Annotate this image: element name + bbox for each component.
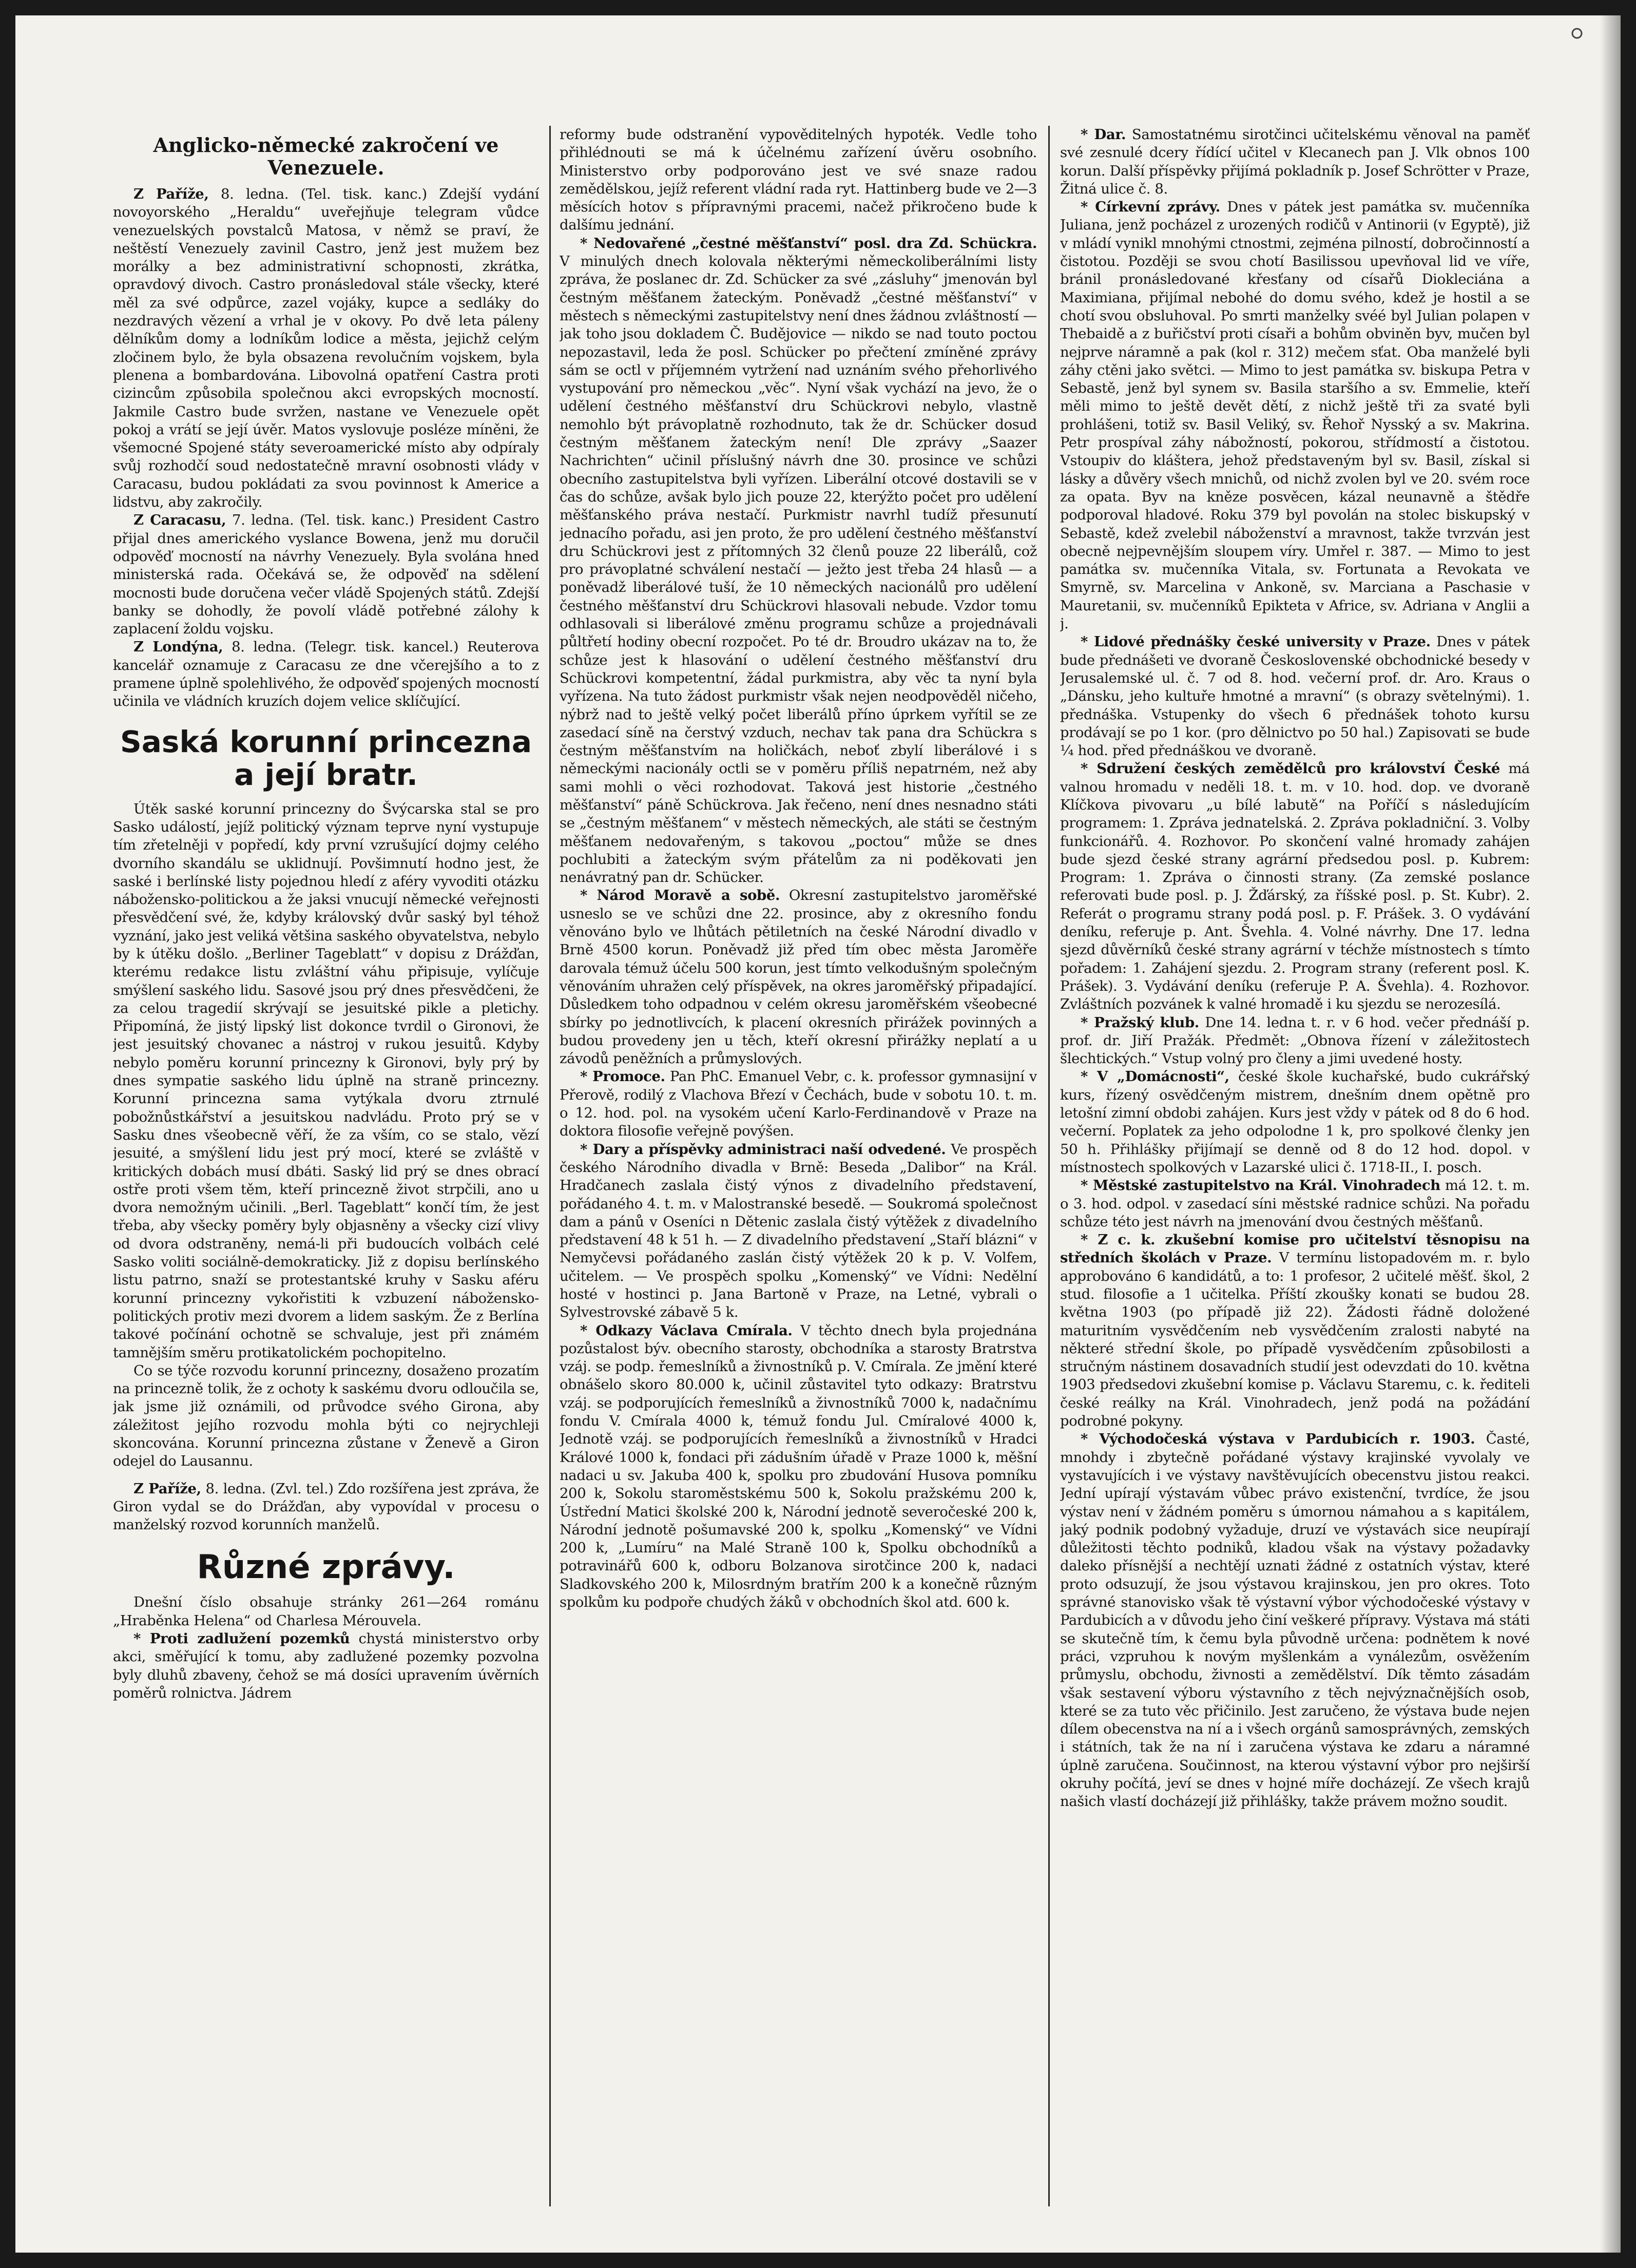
article-paragraph: * Z c. k. zkušební komise pro učitelství těsnopisu na středních školách v Praze. V termínu listopadovém m. r. bylo approbováno 6 kandidátů, a to: 1 profesor, 2 učitelé měšť. škol, 2 stud. filosofie a 1 učitelka. Příští zkoušky konati se budou 28. května 1903 (po případě již 22). Žádosti řádně doložené maturitním vysvědčením neb vysvědčením zralosti nabyté na některé střední škole, po případě vysvědčením způsobilosti a stručným nástinem dosavadních studií jest odevzdati do 10. května 1903 předsedovi zkušební komise p. Václavu Staremu, c. k. řediteli české reálky na Král. Vinohradech, jenž podá na požádání podrobné pokyny. — [1060, 1232, 1530, 1430]
newspaper-page — [15, 15, 1621, 2253]
item-title: * Církevní zprávy. — [1081, 199, 1220, 216]
section-headline: Různé zprávy. — [197, 1548, 455, 1587]
article-paragraph: * Promoce. Pan PhC. Emanuel Vebr, c. k. professor gymnasijní v Přerově, rodilý z Vlachova Březí v Čechách, bude v sobotu 10. t. m. o 12. hod. pol. na vysokém učení Karlo-Ferdinandově v Praze na doktora filosofie veřejně povýšen. — [560, 1068, 1037, 1140]
item-title: * Národ Moravě a sobě. — [580, 887, 780, 904]
dateline: Z Londýna, — [133, 639, 223, 656]
article-paragraph: * Církevní zprávy. Dnes v pátek jest památka sv. mučenníka Juliana, jenž pocházel z urozených rodičů v Antinorii (v Egyptě), již v mládí vynikl mnohými ctnostmi, zejména pilností, dobročinností a čistotou. Později se svou chotí Basilissou upevňoval lid ve víře, bránil pronásledované křesťany od císařů Diokleciána a Maximiana, přijímal nebohé do domu svého, kdež je hostil a se chotí svou obsluhoval. Po smrti manželky svéé byl Julian polapen v Thebaidě a z buřičství proti císaři a bohům obviněn byv, mučen byl nejprve náramně a pak (kol r. 312) mečem sťat. Oba manželé byli záhy ctěni jako světci. — Mimo to jest památka sv. biskupa Petra v Sebastě, jenž byl synem sv. Basila staršího a sv. Emmelie, kteří měli mimo to ještě devět dětí, z nichž ještě tři za svaté byli prohlášeni, totiž sv. Basil Veliký, sv. Řehoř Nysský a sv. Makrina. Petr prospíval záhy nábožností, pokorou, střídmostí a čistotou. Vstoupiv do kláštera, jehož představeným byl sv. Basil, získal si lásky a důvěry všech mnichů, od nichž zvolen byl ve 20. svém roce za opata. Byv na kněze posvěcen, kázal neunavně a štědře podporoval hladové. Roku 379 byl povolán na stolec biskupský v Sebastě, kdež zvelebil náboženství a mravnost, takže tvrzván jest obecně nejpevnějším sloupem víry. Umřel r. 387. — Mimo to jest památka sv. mučenníka Vitala, sv. Fortunata a Revokata ve Smyrně, sv. Marcelina v Ankoně, sv. Marciana a Paschasie v Mauretanii, sv. mučenníků Epikteta v Africe, sv. Adriana v Anglii a j. — [1060, 199, 1530, 632]
article-paragraph: * Národ Moravě a sobě. Okresní zastupitelstvo jaroměřské usneslo se ve schůzi dne 22. prosince, aby z okresního fondu věnováno bylo ve lhůtách pětiletních na české Národní divadlo v Brně 4500 korun. Poněvadž již před tím obec města Jaroměře darovala témuž účelu 500 korun, jest tímto velkodušným společným věnováním uhražen celý příspěvek, na okres jaroměřský připadající. Důsledkem toho odpadnou v celém okresu jaroměřském všeobecné sbírky po jednotlivcích, k placení okresních přirážek povinných a budou provedeny jen u těch, kteří okresní přirážky neplatí a u závodů peněžních a průmyslových. — [560, 887, 1037, 1067]
article-paragraph: * Dar. Samostatnému sirotčinci učitelskému věnoval na paměť své zesnulé dcery řídící učitel v Klecanech pan J. Vlk obnos 100 korun. Další příspěvky přijímá pokladník p. Josef Schrötter v Praze, Žitná ulice č. 8. — [1060, 126, 1530, 197]
article-paragraph: * Dary a příspěvky administraci naší odvedené. Ve prospěch českého Národního divadla v Brně: Beseda „Dalibor“ na Král. Hradčanech zaslala čistý výnos z divadelního představení, pořádaného 4. t. m. v Malostranské besedě. — Soukromá společnost dam a pánů v Oseníci n Dětenic zaslala čistý výtěžek z divadelního představení 48 k 51 h. — Z divadelního představení „Staří blázni“ v Nemyčevsi pořádaného zaslán čistý výtěžek 20 k p. V. Volfem, učitelem. — Ve prospěch spolku „Komenský“ ve Vídni: Nedělní hosté v hostinci p. Jana Bartoně v Praze, na Letné, vybrali o Sylvestrovské zábavě 5 k. — [560, 1141, 1037, 1321]
scan-shadow — [1600, 15, 1621, 2253]
article-paragraph: Dnešní číslo obsahuje stránky 261—264 románu „Hraběnka Helena“ od Charlesa Mérouvela. — [113, 1594, 539, 1629]
article-headline: Saská korunní princezna a její bratr. — [120, 724, 532, 792]
article-paragraph: * Proti zadlužení pozemků chystá ministerstvo orby akci, směřující k tomu, aby zadlužené pozemky pozvolna byly dluhů zbaveny, čehož se má dosíci upravením úvěrních poměrů rolnictva. Jádrem — [113, 1630, 539, 1701]
article-paragraph: Z Paříže, 8. ledna. (Zvl. tel.) Zdo rozšířena jest zpráva, že Giron vydal se do Drážďan, aby vypovídal v procesu o manželský rozvod korunních manželů. — [113, 1480, 539, 1533]
article-paragraph: Útěk saské korunní princezny do Švýcarska stal se pro Sasko událostí, jejíž politický význam teprve nyní vystupuje tím zřetelněji v popředí, kdy první vzrušující dojmy celého dvorního skandálu se uklidnují. Povšimnutí hodno jest, že saské i berlínské listy pojednou hledí z aféry vyvoditi otázku nábožensko-politickou a že jaksi vnucují německé veřejnosti přesvědčení své, že, kdyby královský dvůr saský byl téhož vyznání, jako jest veliká většina saského obyvatelstva, nebylo by k útěku došlo. „Berliner Tageblatt“ v dopisu z Drážďan, kterému redakce listu zvláštní váhu připisuje, vylíčuje smýšlení saského lidu. Sasové jsou prý dnes přesvědčeni, že za celou tragedií skrývají se jesuitské pikle a pletichy. Připomíná, že jistý lipský list dokonce tvrdil o Gironovi, že jest jesuitský chovanec a nástroj v rukou jesuitů. Kdyby nebylo poměru korunní princezny k Gironovi, byly prý by dnes sympatie saského lidu úplně na straně princezny. Korunní princezna sama vytýkala dvoru ztrnulé pobožnůstkářství a jesuitskou nadvládu. Proto prý se v Sasku dnes všeobecně věří, že za vším, co se stalo, vězí jesuité, a smýšlení lidu jest prý mocí, které se zvláště v kritických dobách musí dbáti. Saský lid prý se dnes obrací ostře proti všem těm, kteří princezně život strpčili, ano u dvora nemožným učinili. „Berl. Tageblatt“ končí tím, že jest třeba, aby všecky poměry byly objasněny a všecky cizí vlivy od dvora odstraněny, nemá-li při budoucích volbách celé Sasko voliti sociálně-demokraticky. Již z dopisu berlínského listu patrno, snaží se protestantské kruhy v Sasku aféru korunní princezny vykořistiti k vzbuzení nábožensko-politických protiv mezi dvorem a lidem saským. Že z Berlína takové počínání ochotně se schvaluje, jest při známém tamnějším směru protikatolickém pochopitelno. — [113, 800, 539, 1361]
article-paragraph: * Pražský klub. Dne 14. ledna t. r. v 6 hod. večer přednáší p. prof. dr. Jiří Pražák. Předmět: „Obnova řízení v záležitostech šlechtických.“ Vstup volný pro členy a jimi uvedené hosty. — [1060, 1014, 1530, 1067]
column-divider — [549, 126, 551, 2206]
item-title: * V „Domácnosti“, — [1081, 1068, 1229, 1085]
item-title: * Odkazy Václava Cmírala. — [580, 1322, 793, 1339]
item-title: * Sdružení českých zemědělců pro království České — [1081, 760, 1500, 777]
item-title: * Lidové přednášky české university v Praze. — [1081, 633, 1431, 650]
article-paragraph: Z Paříže, 8. ledna. (Tel. tisk. kanc.) Zdejší vydání novoyorského „Heraldu“ uveřejňuje telegram vůdce venezuelských povstalců Matosa, v němž se praví, že neštěstí Venezuely zavinil Castro, jenž jest mužem bez morálky a bez administrativní schopnosti, zkrátka, opravdový divoch. Castro pronásledoval stále všecky, které měl za své odpůrce, zazel vojáky, kupce a sedláky do nezdravých vězení a vrhal je v okovy. Po dvě leta páleny dělníkům domy a lodníkům lodice a města, jejichž celým zločinem bylo, že byla obsazena revolučním vojskem, byla plenena a bombardována. Libovolná opatření Castra proti cizincům způsobila společnou akci evropských mocností. Jakmile Castro bude svržen, nastane ve Venezuele opět pokoj a vrátí se její úvěr. Matos vyslovuje posléze míněni, že všemocné Spojené státy severoamerické místo aby odpíraly svůj rozhodčí soud nedostatečně mravní osobnosti vlády v Caracasu, budou pokládati za svou povinnost k Americe a lidstvu, aby zakročily. — [113, 186, 539, 511]
dateline: Z Paříže, — [133, 186, 209, 202]
item-title: * Z c. k. zkušební komise pro učitelství těsnopisu na středních školách v Praze. — [1060, 1232, 1530, 1266]
item-title: * Městské zastupitelstvo na Král. Vinohradech — [1081, 1177, 1440, 1194]
column-right — [1060, 126, 1530, 2212]
dateline: Z Caracasu, — [133, 512, 226, 529]
article-paragraph: * Městské zastupitelstvo na Král. Vinohradech má 12. t. m. o 3. hod. odpol. v zasedací síni městské radnice schůzi. Na pořadu schůze této jest návrh na jmenování dvou čestných měšťanů. — [1060, 1177, 1530, 1230]
item-title: * Promoce. — [580, 1068, 665, 1085]
article-paragraph: * Nedovařené „čestné měšťanství“ posl. dra Zd. Schückra. V minulých dnech kolovala některými německoliberálními listy zpráva, že poslanec dr. Zd. Schücker za své „zásluhy“ jmenován byl čestným měšťanem žateckým. Poněvadž „čestné měšťanství“ v městech s německými zastupitelstvy není dnes žádnou zvláštností — jak toho jsou dokladem Č. Budějovice — nikdo se nad touto poctou nepozastavil, leda že posl. Schücker po přečtení zmíněné zprávy sám se octl v příjemném vytržení nad uznáním svého přehorlivého vystupování pro německou „věc“. Nyní však vychází na jevo, že o udělení čestného měšťanství dru Schückrovi nebylo, vlastně nemohlo být právoplatně rozhodnuto, tak že dr. Schücker dosud čestným měšťanem žateckým není! Dle zprávy „Saazer Nachrichten“ učinil příslušný návrh dne 30. prosince ve schůzi obecního zastupitelstva byli vyřízen. Liberální otcové dostavili se v čas do schůze, avšak bylo jich pouze 22, kterýžto počet pro udělení měšťanského práva nestačí. Purkmistr navrhl tudíž přesunutí jednacího pořadu, asi jen proto, že pro udělení čestného měšťanství dru Schückrovi jest z přítomných 32 členů pouze 22 liberálů, což pro právoplatné schválení nestačí — ježto jest třeba 24 hlasů — a poněvadž liberálové tuší, že 10 německých nacionálů pro udělení čestného měšťanství dru Schückrovi hlasovali nebude. Vzdor tomu odhlasovali si liberálové změnu programu schůze a projednávali půltřetí hodiny obecní rozpočet. Po té dr. Broudro ukázav na to, že schůze jest k hlasování o udělení čestného měšťanství dru Schückrovi kompetentní, žádal purkmistra, aby věc ta nyní byla vyřízena. Na tuto žádost purkmistr však nejen neodpověděl ničeho, nýbrž nad to ještě velký počet liberálů příno úprkem vyřítil se ze zasedací síně na čerstvý vzduch, nechav tak pana dra Schückra s čestným měšťanstvím na holičkách, neboť zbylí liberálové i s německými nacionály octli se v poměru příliš nepatrném, než aby sami mohli o věci rozhodovat. Taková jest historie „čestného měšťanství“ páně Schückrova. Jak řečeno, není dnes nesnadno státi se „čestným měšťanem“ v městech německých, ale státi se čestným měšťanem nedovařeným, s takovou „poctou“ může se dnes pochlubiti a žateckým svým přátelům za ni poděkovati jen nenávratný pan dr. Schücker. — [560, 235, 1037, 886]
item-title: * Pražský klub. — [1081, 1014, 1199, 1031]
article-paragraph: * Východočeská výstava v Pardubicích r. 1903. Časté, mnohdy i zbytečně pořádané výstavy krajinské vyvolaly ve vystavujících i ve výstavy navštěvujících obecenstvu jistou reakci. Jední upírají výstavám vůbec právo existenční, tvrdíce, že jsou výstav není v žádném poměru s úmornou námahou a s kapitálem, jaký podnik podobný vyžaduje, druzí ve výstavách sice neupírají důležitosti těchto podniků, kladou však na výstavy požadavky daleko přísnější a nechtějí uznati žádné z ostatních výstav, které proto odsuzují, že jsou výstavou krajinskou, jen pro okres. Toto správné stanovisko však tě výstavní výbor východočeské výstavy v Pardubicích a v důvodu jeho činí veškeré přípravy. Výstava má státi se skutečně tím, k čemu byla původně určena: podnětem k nové práci, vzpruhou k novým myšlenkám a vynálezům, osvěžením průmyslu, obchodu, živnosti a zemědělství. Dík těmto zásadám však sestavení výboru výstavního z těch nejvýznačnějších osob, které se za tuto věc přičinilo. Jest zaručeno, že výstava bude nejen dílem obecenstva na ní a i všech orgánů samosprávných, zemských i státních, tak že na ní i zaručena výstava ke zdaru a náramné úplně zaručena. Součinnost, na kterou výstavní výbor pro nejširší okruhy počítá, jeví se dnes v hojné míře docházejí. Ze všech krajů našich vlastí docházejí již přihlášky, takže právem možno soudit. — [1060, 1431, 1530, 1810]
article-paragraph: Co se týče rozvodu korunní princezny, dosaženo prozatím na princezně tolik, že z ochoty k saskému dvoru odloučila se, jak jsme již oznámili, od průvodce svého Girona, aby záležitost jejího rozvodu mohla býti co nejrychleji skoncována. Korunní princezna zůstane v Ženevě a Giron odejel do Lausannu. — [113, 1362, 539, 1470]
dateline: Z Paříže, — [133, 1480, 201, 1497]
article-paragraph: reformy bude odstranění vypověditelných hypoték. Vedle toho přihlédnouti se má k účelnému zařízení úvěru osobního. Ministerstvo orby podporováno jest ve své snaze radou zemědělskou, jejíž referent vládní rada ryt. Hattinberg bude ve 2—3 měsících hotov s přípravnými pracemi, načež přikročeno bude k dalšímu jednání. — [560, 126, 1037, 234]
article-paragraph: * V „Domácnosti“, české škole kuchařské, budo cukrářský kurs, řízený osvědčeným mistrem, dnešním dnem opětně pro letošní zimní obdobi zahájen. Kurs jest vždy v pátek od 8 do 6 hod. večerní. Poplatek za jeho odpolodne 1 k, pro spolkové členky jen 50 h. Přihlášky přijímají se denně od 8 do 12 hod. dopol. v místnostech spolkových v Lazarské ulici č. 1718-II., I. posch. — [1060, 1068, 1530, 1176]
article-headline: Anglicko-německé zakročení ve Venezuele. — [153, 133, 499, 179]
column-left — [113, 126, 539, 2212]
article-paragraph: * Sdružení českých zemědělců pro království České má valnou hromadu v neděli 18. t. m. v 10. hod. dop. ve dvoraně Klíčkova pivovaru „u bílé labutě“ na Poříčí s následujícím programem: 1. Zpráva jednatelská. 2. Zpráva pokladniční. 3. Volby funkcionářů. 4. Rozhovor. Po skončení valné hromady zahájen bude sjezd české strany agrární předsedou posl. p. Kubrem: Program: 1. Zpráva o činnosti strany. (Za zemské poslance referovati bude posl. p. J. Žďárský, za říšské posl. p. St. Kubr). 2. Referát o programu strany podá posl. p. F. Prášek. 3. O vydávání deníku, referuje p. Ant. Švehla. 4. Volné návrhy. Dne 17. ledna sjezd důvěrníků české strany agrární v téchže místnostech s tímto pořadem: 1. Zahájení sjezdu. 2. Program strany (referent posl. K. Prášek). 3. Vydávání deníku (referuje P. A. Švehla). 4. Rozhovor. Zvláštních pozvánek k valné hromadě i ku sjezdu se nerozesílá. — [1060, 760, 1530, 1013]
item-title: * Dary a příspěvky administraci naší odvedené. — [580, 1141, 946, 1158]
item-title: * Proti zadlužení pozemků — [133, 1630, 350, 1647]
item-title: * Dar. — [1081, 126, 1126, 143]
column-middle — [560, 126, 1037, 2212]
article-paragraph: Z Londýna, 8. ledna. (Telegr. tisk. kancel.) Reuterova kancelář oznamuje z Caracasu ze dne včerejšího a to z pramene úplně spolehlivého, že odpověď spojených mocností učinila ve vládních kruzích dojem velice sklíčující. — [113, 639, 539, 710]
article-paragraph: Z Caracasu, 7. ledna. (Tel. tisk. kanc.) President Castro přijal dnes amerického vyslance Bowena, jenž mu doručil odpověď mocností na návrhy Venezuely. Byla svolána hned ministerská rada. Očekává se, že odpověď na sdělení mocnosti bude doručena večer vládě Spojených států. Zdejší banky se dohodly, že povolí vládě potřebné zálohy k zaplacení žoldu vojsku. — [113, 512, 539, 638]
item-title: * Nedovařené „čestné měšťanství“ posl. dra Zd. Schückra. — [580, 235, 1037, 252]
corner-mark-icon — [1569, 26, 1585, 41]
column-divider — [1048, 126, 1050, 2206]
item-title: * Východočeská výstava v Pardubicích r. 1903. — [1081, 1431, 1475, 1448]
article-paragraph: * Odkazy Václava Cmírala. V těchto dnech byla projednána pozůstalost býv. obecního starosty, obchodníka a starosty Bratrstva vzáj. se podp. řemeslníků a živnostníků p. V. Cmírala. Ze jmění které obnášelo skoro 80.000 k, učinil zůstavitel tyto odkazy: Bratrstvu vzáj. se podporujících řemeslníků a živnostníků 7000 k, nadačnímu fondu V. Cmírala 4000 k, témuž fondu Jul. Cmíralové 4000 k, Jednotě vzáj. se podporujících řemeslníků a živnostníků v Hradci Králové 1000 k, fondaci při zádušním úřadě v Praze 1000 k, měšní nadaci u sv. Jakuba 400 k, spolku pro zbudování Husova pomníku 200 k, Sokolu staroměstskému 500 k, Sokolu pražskému 200 k, Ústřední Matici školské 200 k, Národní jednotě severočeské 200 k, Národní jednotě pošumavské 200 k, spolku „Komenský“ ve Vídni 200 k, „Lumíru“ na Malé Straně 100 k, Spolku obchodníků a potravinářů 600 k, odboru Bolzanova sirotčince 200 k, nadaci Sladkovského 200 k, Milosrdným bratřím 200 k a konečně různým spolkům ku podpoře chudých žáků v obchodních škol atd. 600 k. — [560, 1322, 1037, 1611]
article-paragraph: * Lidové přednášky české university v Praze. Dnes v pátek bude přednášeti ve dvoraně Československé obchodnické besedy v Jerusalemské ul. č. 7 od 8. hod. večerní prof. dr. Aro. Kraus o „Dánsku, jeho kultuře hmotné a mravní“ (s obrazy světelnými). 1. přednáška. Vstupenky do všech 6 přednášek tohoto kursu prodávají se po 1 kor. (pro dělnictvo po 50 hal.) Zapisovati se bude ¼ hod. před přednáškou ve dvoraně. — [1060, 633, 1530, 759]
